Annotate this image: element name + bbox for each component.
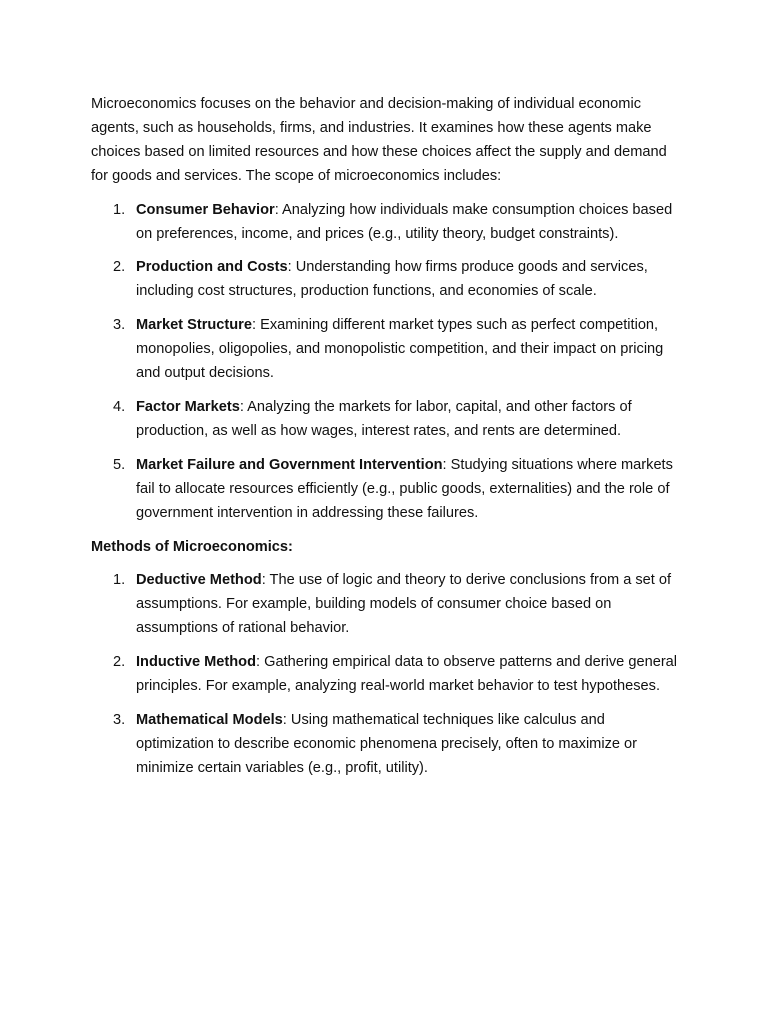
list-item-term: Mathematical Models [136, 711, 283, 728]
list-item-term: Market Failure and Government Intervention [136, 456, 443, 473]
scope-item-market-failure [91, 454, 681, 526]
list-item-text: : Analyzing how individuals make consumption choices based on preferences, income, and prices (e.g., utility theory, budget constraints). [136, 201, 673, 242]
document-body [91, 93, 681, 781]
intro-paragraph: Microeconomics focuses on the behavior and decision-making of individual economic agents, such as households, firms, and industries. It examines how these agents make choices based on limited resources and how these choices affect the supply and demand for goods and services. The scope of microeconomics includes: [91, 96, 667, 184]
list-number: 4. [113, 398, 126, 415]
list-item-text: : Analyzing the markets for labor, capital, and other factors of production, as well as how wages, interest rates, and rents are determined. [136, 398, 632, 439]
list-number: 3. [113, 711, 126, 728]
method-item-mathematical-models [91, 709, 681, 781]
method-item-deductive [91, 569, 681, 641]
method-item-inductive [91, 651, 681, 699]
list-number: 2. [113, 259, 126, 276]
scope-item-factor-markets [91, 396, 681, 444]
scope-list [91, 199, 681, 526]
list-item-text: : Gathering empirical data to observe patterns and derive general principles. For example, analyzing real-world market behavior to test hypotheses. [136, 654, 678, 695]
methods-heading: Methods of Microeconomics: [91, 538, 293, 555]
list-item-term: Market Structure [136, 317, 252, 334]
list-number: 2. [113, 654, 126, 671]
list-item-text: : Understanding how firms produce goods and services, including cost structures, production functions, and economies of scale. [136, 259, 648, 300]
list-number: 5. [113, 456, 126, 473]
list-item-term: Deductive Method [136, 572, 262, 589]
list-item-term: Factor Markets [136, 398, 240, 415]
list-item-term: Inductive Method [136, 654, 256, 671]
list-item-term: Consumer Behavior [136, 201, 275, 218]
list-number: 1. [113, 201, 126, 218]
methods-list [91, 569, 681, 780]
list-number: 1. [113, 572, 126, 589]
list-item-text: : Using mathematical techniques like calculus and optimization to describe economic phenomena precisely, often to maximize or minimize certain variables (e.g., profit, utility). [136, 711, 638, 776]
scope-item-production-costs [91, 256, 681, 304]
list-item-term: Production and Costs [136, 259, 288, 276]
scope-item-market-structure [91, 314, 681, 386]
list-item-text: : The use of logic and theory to derive conclusions from a set of assumptions. For example, building models of consumer choice based on assumptions of rational behavior. [136, 572, 672, 637]
list-item-text: : Studying situations where markets fail to allocate resources efficiently (e.g., public goods, externalities) and the role of government intervention in addressing these failures. [136, 456, 673, 521]
scope-item-consumer-behavior [91, 199, 681, 247]
list-number: 3. [113, 317, 126, 334]
list-item-text: : Examining different market types such as perfect competition, monopolies, oligopolies, and monopolistic competition, and their impact on pricing and output decisions. [136, 317, 664, 382]
